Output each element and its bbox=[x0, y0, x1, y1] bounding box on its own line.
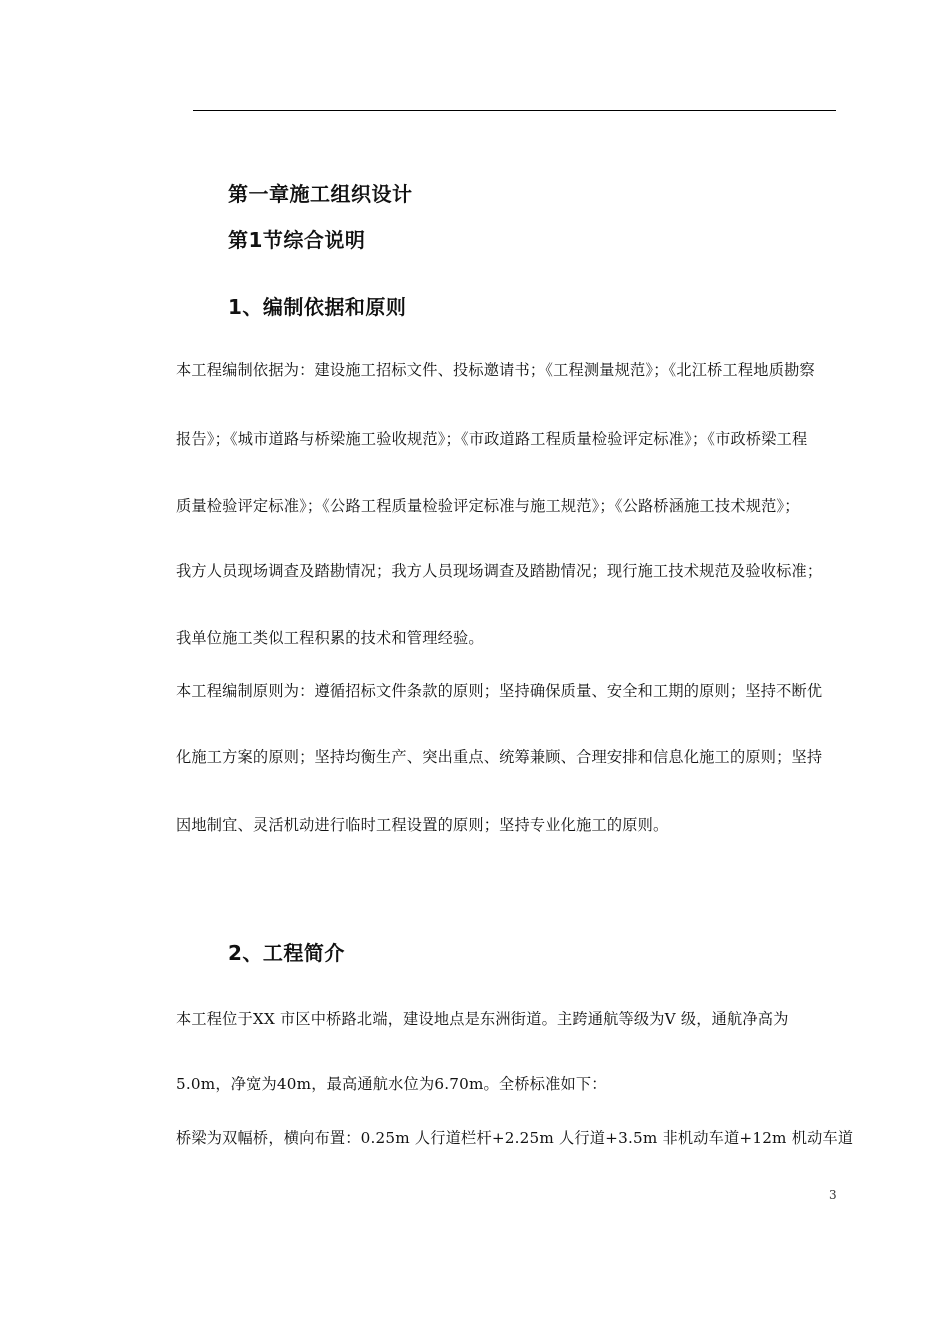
intro-line-1: 本工程位于XX 市区中桥路北端，建设地点是东洲街道。主跨通航等级为Ⅴ 级，通航净高为 bbox=[176, 1010, 789, 1028]
basis-line-4: 我方人员现场调查及踏勘情况；我方人员现场调查及踏勘情况；现行施工技术规范及验收标准； bbox=[176, 562, 823, 580]
principle-line-1: 本工程编制原则为：遵循招标文件条款的原则；坚持确保质量、安全和工期的原则；坚持不断优 bbox=[176, 682, 823, 700]
principle-line-2: 化施工方案的原则；坚持均衡生产、突出重点、统筹兼顾、合理安排和信息化施工的原则；坚持 bbox=[176, 748, 823, 766]
subsection-1-heading: 1、编制依据和原则 bbox=[228, 295, 407, 319]
basis-line-5: 我单位施工类似工程积累的技术和管理经验。 bbox=[176, 629, 484, 647]
principle-line-3: 因地制宜、灵活机动进行临时工程设置的原则；坚持专业化施工的原则。 bbox=[176, 816, 669, 834]
intro-line-3: 桥梁为双幅桥，横向布置：0.25m 人行道栏杆+2.25m 人行道+3.5m 非机动车道+12m 机动车道 bbox=[176, 1129, 854, 1147]
header-rule bbox=[193, 110, 836, 111]
page-number: 3 bbox=[829, 1188, 837, 1202]
subsection-2-heading: 2、工程简介 bbox=[228, 941, 345, 965]
intro-line-2: 5.0m，净宽为40m，最高通航水位为6.70m。全桥标准如下： bbox=[176, 1075, 607, 1093]
basis-line-2: 报告》；《城市道路与桥梁施工验收规范》；《市政道路工程质量检验评定标准》；《市政桥梁工程 bbox=[176, 430, 808, 448]
basis-line-1: 本工程编制依据为：建设施工招标文件、投标邀请书；《工程测量规范》；《北江桥工程地质勘察 bbox=[176, 361, 815, 379]
chapter-title: 第一章施工组织设计 bbox=[228, 182, 413, 206]
section-title: 第1节综合说明 bbox=[228, 228, 366, 252]
basis-line-3: 质量检验评定标准》；《公路工程质量检验评定标准与施工规范》；《公路桥涵施工技术规范》； bbox=[176, 497, 800, 515]
